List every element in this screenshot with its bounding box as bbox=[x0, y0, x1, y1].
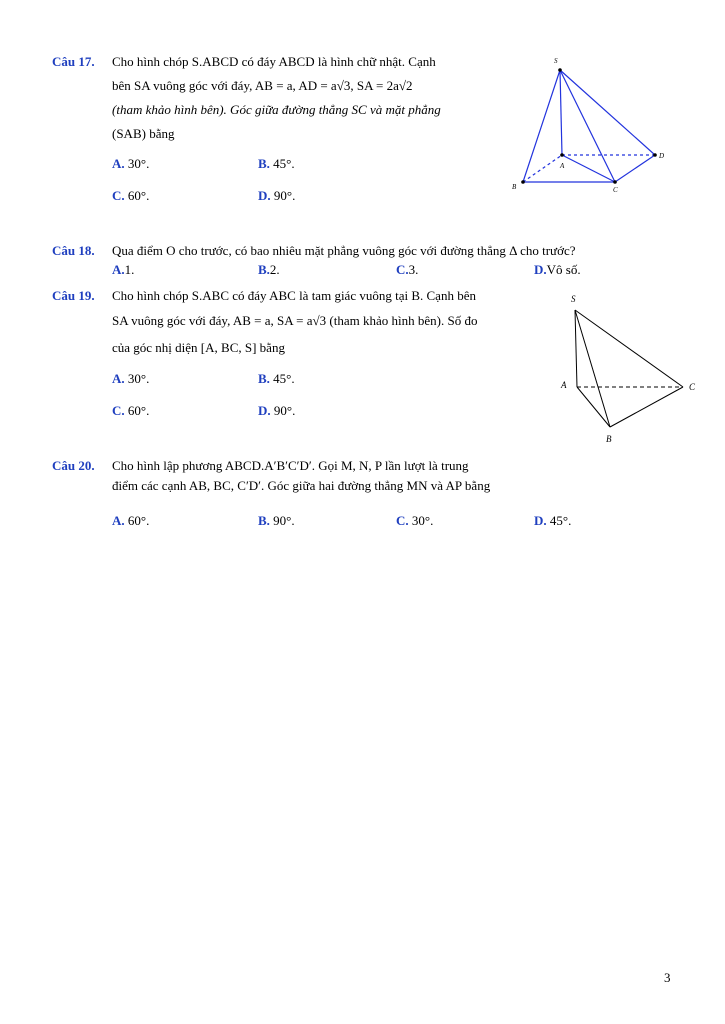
option-b: B. 45°. bbox=[258, 371, 295, 386]
label-c: C bbox=[613, 186, 618, 194]
question-text-line: của góc nhị diện [A, BC, S] bằng bbox=[112, 340, 285, 355]
label-a: A bbox=[561, 380, 567, 390]
option-d: D. 45°. bbox=[534, 513, 572, 528]
option-a: A. 60°. bbox=[112, 513, 150, 528]
label-s: S bbox=[571, 294, 576, 304]
option-d: D. 90°. bbox=[258, 403, 296, 418]
label-s: S bbox=[554, 57, 558, 65]
pyramid-figure-sabcd bbox=[505, 52, 675, 197]
option-a: A. 30°. bbox=[112, 371, 150, 386]
question-number: Câu 19. bbox=[52, 288, 95, 303]
edge-ab bbox=[577, 387, 610, 427]
option-d: D. 90°. bbox=[258, 188, 296, 203]
question-text-line: (SAB) bằng bbox=[112, 126, 175, 141]
label-b: B bbox=[606, 434, 612, 444]
label-b: B bbox=[512, 183, 517, 191]
edge-sc bbox=[560, 70, 615, 182]
edge-sd bbox=[560, 70, 655, 155]
question-text-line: SA vuông góc với đáy, AB = a, SA = a√3 (tham khảo hình bên). Số đo bbox=[112, 313, 478, 328]
label-a: A bbox=[560, 162, 565, 170]
label-d: D bbox=[659, 152, 665, 160]
question-text-line: Cho hình lập phương ABCD.A′B′C′D′. Gọi M, N, P lần lượt là trung bbox=[112, 458, 469, 473]
question-text-line: (tham khảo hình bên). Góc giữa đường thẳng SC và mặt phẳng bbox=[112, 102, 441, 117]
question-number: Câu 20. bbox=[52, 458, 95, 473]
option-b: B. 90°. bbox=[258, 513, 295, 528]
edge-sc bbox=[575, 310, 683, 387]
option-c: C. 60°. bbox=[112, 188, 150, 203]
option-b: B.2. bbox=[258, 262, 280, 277]
question-number: Câu 18. bbox=[52, 243, 95, 258]
option-a: A.1. bbox=[112, 262, 135, 277]
edge-ab-hidden bbox=[523, 155, 562, 182]
option-c: C. 30°. bbox=[396, 513, 434, 528]
edge-ac bbox=[562, 155, 615, 182]
edge-sb bbox=[523, 70, 560, 182]
option-d: D.Vô số. bbox=[534, 262, 581, 277]
option-a: A. 30°. bbox=[112, 156, 150, 171]
label-c: C bbox=[689, 382, 696, 392]
option-b: B. 45°. bbox=[258, 156, 295, 171]
question-number: Câu 17. bbox=[52, 54, 95, 69]
option-c: C.3. bbox=[396, 262, 419, 277]
pyramid-figure-sabc bbox=[555, 290, 705, 450]
question-text-line: Cho hình chóp S.ABCD có đáy ABCD là hình chữ nhật. Cạnh bbox=[112, 54, 436, 69]
question-text-line: Cho hình chóp S.ABC có đáy ABC là tam giác vuông tại B. Cạnh bên bbox=[112, 288, 476, 303]
edge-sa bbox=[575, 310, 577, 387]
question-text-line: điểm các cạnh AB, BC, C′D′. Góc giữa hai đường thẳng MN và AP bằng bbox=[112, 478, 491, 493]
page-number: 3 bbox=[664, 970, 671, 985]
edge-sb bbox=[575, 310, 610, 427]
question-text-line: bên SA vuông góc với đáy, AB = a, AD = a√3, SA = 2a√2 bbox=[112, 78, 413, 93]
edge-sa bbox=[560, 70, 562, 155]
edge-bc bbox=[610, 387, 683, 427]
question-text-line: Qua điểm O cho trước, có bao nhiêu mặt phẳng vuông góc với đường thẳng Δ cho trước? bbox=[112, 243, 576, 258]
edge-cd bbox=[615, 155, 655, 182]
option-c: C. 60°. bbox=[112, 403, 150, 418]
